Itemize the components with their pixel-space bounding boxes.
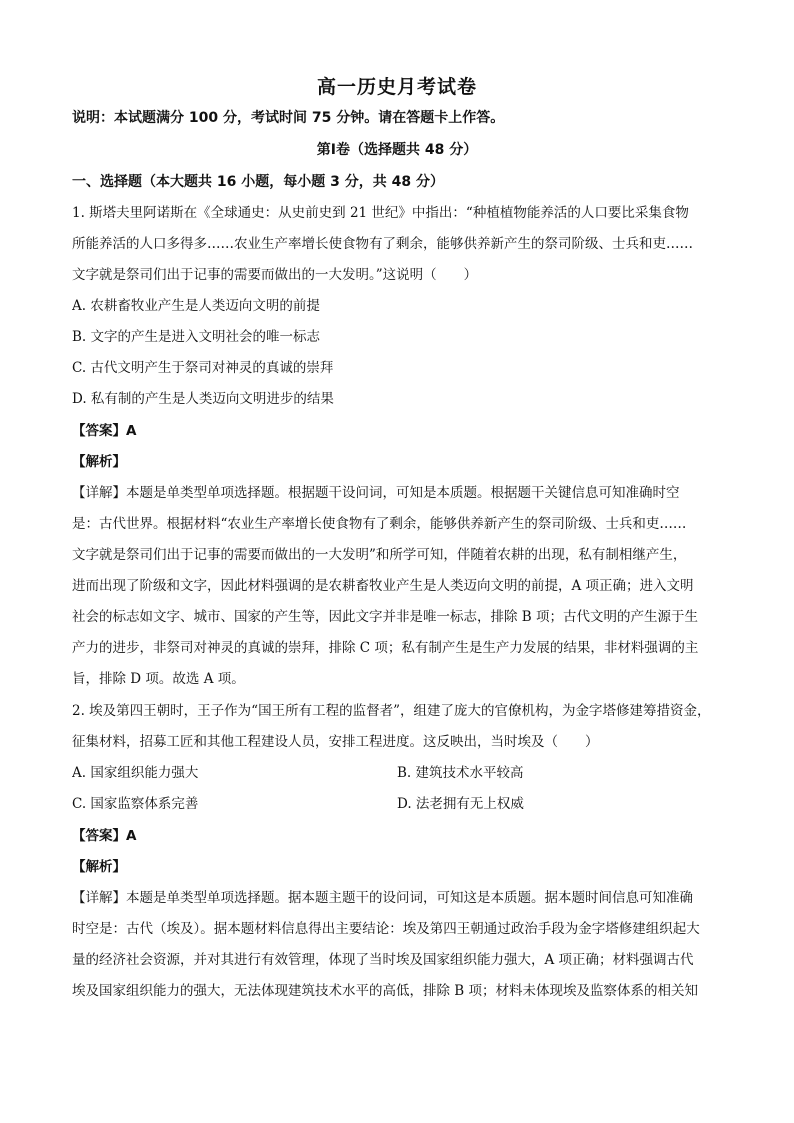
q2-option-b: B. 建筑技术水平较高: [397, 765, 524, 781]
exam-instructions: 说明：本试题满分 100 分，考试时间 75 分钟。请在答题卡上作答。: [72, 110, 505, 126]
q2-option-c: C. 国家监察体系完善: [72, 796, 199, 812]
q2-stem-line: 2. 埃及第四王朝时，王子作为“国王所有工程的监督者”，组建了庞大的官僚机构，为金字塔修建筹措资金，: [72, 703, 711, 719]
q1-stem-line: 1. 斯塔夫里阿诺斯在《全球通史：从史前史到 21 世纪》中指出：“种植植物能养活的人口要比采集食物: [72, 205, 689, 221]
q1-detail-line: 是：古代世界。根据材料“农业生产率增长使食物有了剩余，能够供养新产生的祭司阶级、士兵和吏……: [72, 516, 687, 532]
q1-option-a: A. 农耕畜牧业产生是人类迈向文明的前提: [72, 298, 320, 314]
q1-detail-line: 产力的进步，非祭司对神灵的真诚的崇拜，排除 C 项；私有制产生是生产力发展的结果，非材料强调的主: [72, 640, 699, 656]
q1-analysis-label: 【解析】: [72, 454, 126, 470]
q1-option-d: D. 私有制的产生是人类迈向文明进步的结果: [72, 391, 334, 407]
q2-detail-line: 量的经济社会资源，并对其进行有效管理，体现了当时埃及国家组织能力强大，A 项正确；材料强调古代: [72, 952, 694, 968]
part-heading: 第Ⅰ卷（选择题共 48 分）: [316, 142, 478, 158]
q1-option-c: C. 古代文明产生于祭司对神灵的真诚的崇拜: [72, 360, 334, 376]
q1-detail-line: 文字就是祭司们出于记事的需要而做出的一大发明”和所学可知，伴随着农耕的出现，私有制相继产生，: [72, 547, 687, 563]
section-heading: 一、选择题（本大题共 16 小题，每小题 3 分，共 48 分）: [72, 174, 444, 190]
page-title: 高一历史月考试卷: [316, 76, 477, 98]
q1-detail-line: 进而出现了阶级和文字，因此材料强调的是农耕畜牧业产生是人类迈向文明的前提，A 项正确；进入文明: [72, 578, 694, 594]
q2-detail-line: 【详解】本题是单类型单项选择题。据本题主题干的设问词，可知这是本质题。据本题时间信息可知准确: [72, 890, 693, 906]
q2-option-d: D. 法老拥有无上权威: [397, 796, 524, 812]
q1-detail-line: 旨，排除 D 项。故选 A 项。: [72, 671, 245, 687]
q2-option-a: A. 国家组织能力强大: [72, 765, 199, 781]
q1-detail-line: 社会的标志如文字、城市、国家的产生等，因此文字并非是唯一标志，排除 B 项；古代文明的产生源于生: [72, 609, 699, 625]
q2-stem-line: 征集材料，招募工匠和其他工程建设人员，安排工程进度。这反映出，当时埃及（ ）: [72, 734, 599, 750]
q1-answer: 【答案】A: [72, 423, 137, 439]
q1-stem-line: 文字就是祭司们出于记事的需要而做出的一大发明。”这说明（ ）: [72, 267, 478, 283]
q2-detail-line: 埃及国家组织能力的强大，无法体现建筑技术水平的高低，排除 B 项；材料未体现埃及监察体系的相关知: [72, 983, 699, 999]
q1-option-b: B. 文字的产生是进入文明社会的唯一标志: [72, 329, 321, 345]
q1-detail-line: 【详解】本题是单类型单项选择题。根据题干设问词，可知是本质题。根据题干关键信息可知准确时空: [72, 485, 680, 501]
q1-stem-line: 所能养活的人口多得多……农业生产率增长使食物有了剩余，能够供养新产生的祭司阶级、士兵和吏……: [72, 236, 693, 252]
q2-detail-line: 时空是：古代（埃及）。据本题材料信息得出主要结论：埃及第四王朝通过政治手段为金字塔修建组织起大: [72, 921, 700, 937]
q2-answer: 【答案】A: [72, 828, 137, 844]
q2-analysis-label: 【解析】: [72, 859, 126, 875]
